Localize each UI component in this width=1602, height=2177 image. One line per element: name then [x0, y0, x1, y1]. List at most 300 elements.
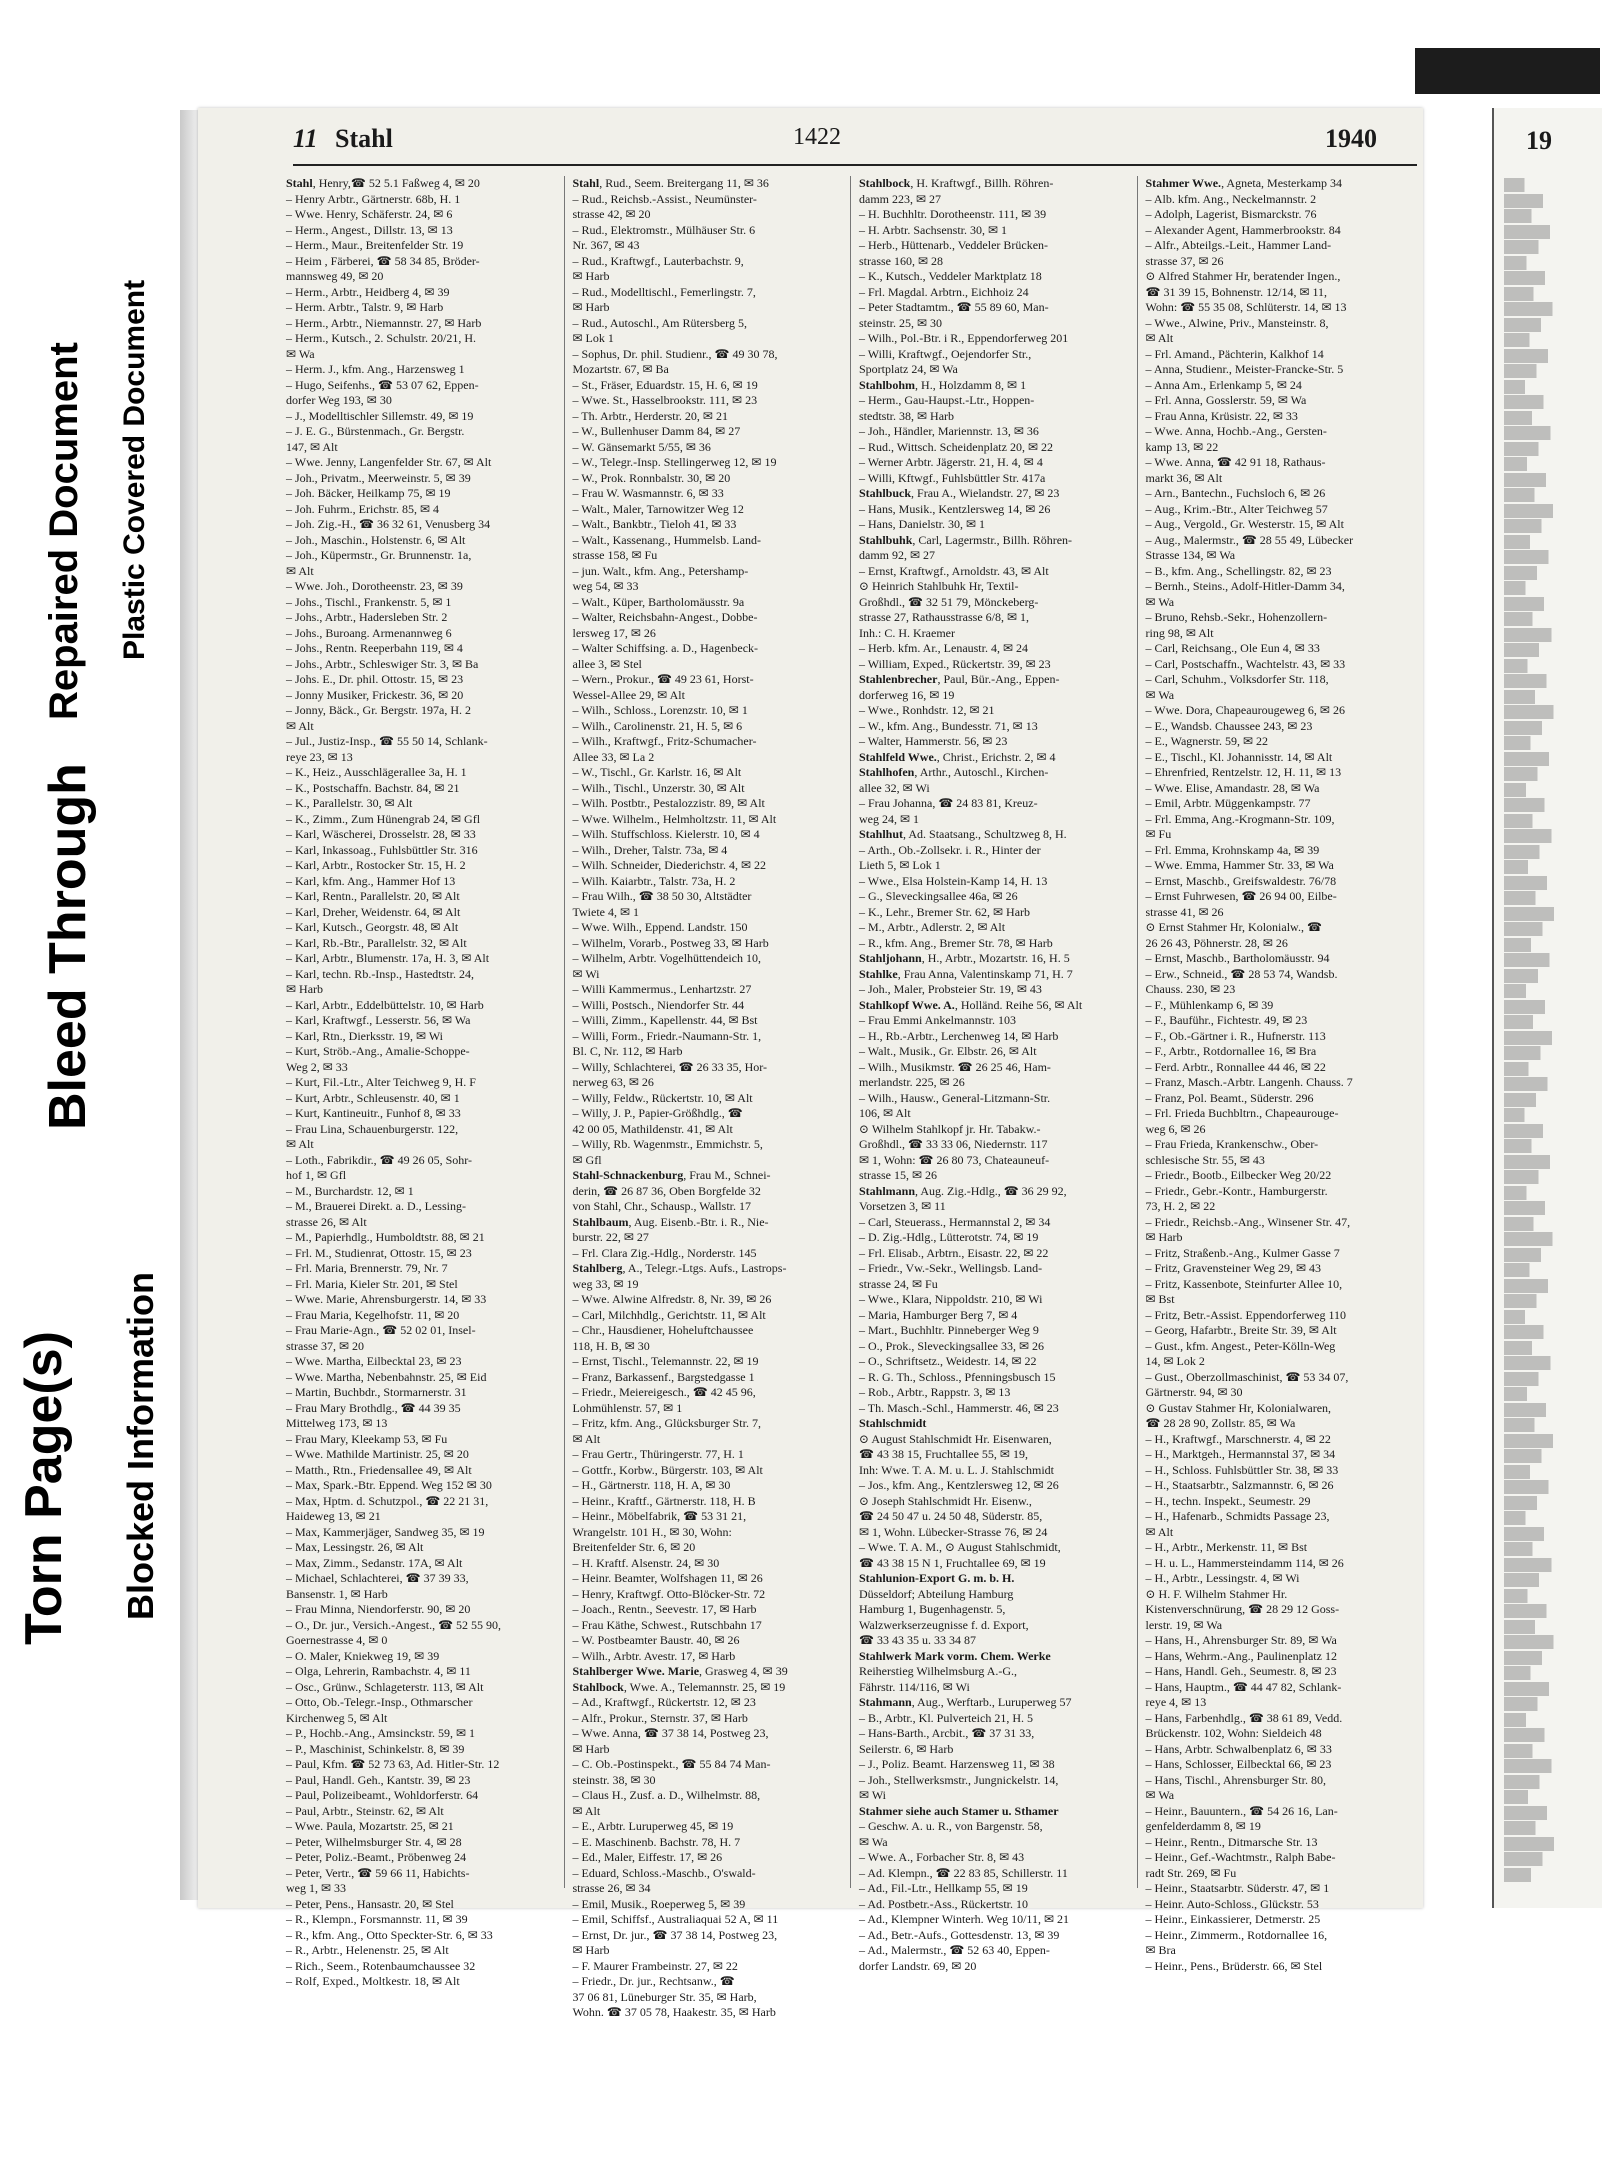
- directory-entry: ✉ Wa: [1145, 594, 1175, 609]
- directory-entry: steinstr. 25, ✉ 30: [859, 315, 943, 330]
- adjacent-text-line: [1504, 1651, 1573, 1665]
- directory-entry: strasse 24, ✉ Fu: [859, 1276, 938, 1291]
- directory-entry: strasse 26, ✉ 34: [572, 1881, 651, 1895]
- directory-entry: – Hans-Barth., Arcbit., ☎ 37 31 33,: [859, 1726, 1035, 1740]
- adjacent-text-line: [1504, 984, 1544, 998]
- label-plastic-covered: Plastic Covered Document: [118, 279, 151, 660]
- directory-entry: Stahlunion-Export G. m. b. H.: [859, 1571, 1015, 1585]
- adjacent-text-line: [1504, 1170, 1567, 1184]
- directory-entry: – Wwe. Paula, Mozartstr. 25, ✉ 21: [286, 1819, 454, 1833]
- directory-entry: Stahl, Henry,☎ 52 5.1 Faßweg 4, ✉ 20: [286, 176, 480, 190]
- directory-entry: – Carl, Steuerass., Hermannstal 2, ✉ 34: [859, 1214, 1051, 1229]
- adjacent-text-line: [1504, 1635, 1594, 1649]
- directory-entry: dorfer Weg 193, ✉ 30: [286, 393, 392, 407]
- adjacent-text-line: [1504, 333, 1550, 347]
- directory-entry: – R., Arbtr., Helenenstr. 25, ✉ Alt: [286, 1943, 449, 1957]
- directory-entry: – Wwe. Anna, ☎ 37 38 14, Postweg 23,: [572, 1726, 769, 1740]
- adjacent-text-line: [1504, 550, 1585, 564]
- adjacent-text-line: [1504, 1077, 1583, 1091]
- directory-entry: ⊙ Heinrich Stahlbuhk Hr, Textil-: [859, 579, 1019, 593]
- directory-entry: – O., Schriftsetz., Weidestr. 14, ✉ 22: [859, 1354, 1037, 1368]
- directory-entry: ⊙ Gustav Stahmer Hr, Kolonialwaren,: [1145, 1400, 1332, 1415]
- directory-entry: – Fritz, Betr.-Assist. Eppendorferweg 110: [1145, 1307, 1347, 1322]
- directory-entry: – Wilh., Tischl., Unzerstr. 30, ✉ Alt: [572, 780, 745, 795]
- directory-entry: Stahlkopf Wwe. A., Holländ. Reihe 56, ✉ Alt: [859, 997, 1083, 1012]
- directory-entry: – Ernst, Dr. jur., ☎ 37 38 14, Postweg 23,: [572, 1927, 778, 1942]
- directory-entry: Stahlbock, H. Kraftwgf., Billh. Röhren-: [859, 176, 1054, 190]
- adjacent-text-line: [1504, 798, 1578, 812]
- directory-entry: – K., Postschaffn. Bachstr. 84, ✉ 21: [286, 780, 460, 795]
- directory-entry: ☎ 24 50 47 u. 24 50 48, Süderstr. 85,: [859, 1509, 1043, 1523]
- directory-entry: – Ernst, Maschb., Bartholomäusstr. 94: [1145, 951, 1330, 965]
- directory-entry: – Arth., Ob.-Zollsekr. i. R., Hinter der: [859, 842, 1041, 857]
- directory-entry: – W., Tischl., Gr. Karlstr. 16, ✉ Alt: [572, 765, 742, 779]
- directory-entry: – Frl. Emma, Ang.-Krogmann-Str. 109,: [1145, 811, 1335, 826]
- directory-entry: – Willi, Kraftwgf., Oejendorfer Str.,: [859, 346, 1032, 361]
- directory-entry: mannsweg 49, ✉ 20: [286, 269, 384, 283]
- directory-entry: – Walt., Kassenang., Hummelsb. Land-: [572, 532, 761, 547]
- directory-entry: – Herb. kfm. Ar., Lenaustr. 4, ✉ 24: [859, 641, 1029, 655]
- directory-entry: – Anna Am., Erlenkamp 5, ✉ 24: [1145, 377, 1302, 392]
- directory-entry: strasse 41, ✉ 26: [1145, 904, 1224, 919]
- directory-entry: Stahlberger Wwe. Marie, Grasweg 4, ✉ 39: [572, 1664, 788, 1678]
- directory-entry: – Johs., Arbtr., Hadersleben Str. 2: [286, 610, 448, 624]
- directory-entry: – Hans, Danielstr. 30, ✉ 1: [859, 517, 986, 531]
- directory-entry: – B., Arbtr., Kl. Pulverteich 21, H. 5: [859, 1710, 1033, 1725]
- directory-entry: Stahljohann, H., Arbtr., Mozartstr. 16, H. 5: [859, 951, 1070, 965]
- directory-entry: – Jonny Musiker, Frickestr. 36, ✉ 20: [286, 687, 464, 702]
- directory-entry: weg 24, ✉ 1: [859, 811, 920, 826]
- directory-entry: – Frau Gertr., Thüringerstr. 77, H. 1: [572, 1447, 744, 1461]
- directory-entry: – Emil, Musik., Roeperweg 5, ✉ 39: [572, 1896, 746, 1911]
- directory-entry: – Henry, Kraftwgf. Otto-Blöcker-Str. 72: [572, 1586, 766, 1601]
- directory-entry: – Frau Käthe, Schwest., Rutschbahn 17: [572, 1617, 762, 1632]
- directory-entry: – Max, Kammerjäger, Sandweg 35, ✉ 19: [286, 1524, 485, 1539]
- adjacent-text-line: [1504, 1000, 1579, 1014]
- directory-entry: – Peter, Vertr., ☎ 59 66 11, Habichts-: [286, 1865, 470, 1880]
- directory-entry: – D. Zig.-Hdlg., Lütterotstr. 74, ✉ 19: [859, 1230, 1039, 1244]
- directory-entry: – Wwe. Wilh., Eppend. Landstr. 150: [572, 920, 748, 934]
- column-2: [564, 176, 851, 2019]
- directory-entry: – H. u. L., Hammersteindamm 114, ✉ 26: [1145, 1555, 1344, 1570]
- directory-entry: – Willy, Rb. Wagenmstr., Emmichstr. 5,: [572, 1137, 763, 1151]
- directory-entry: ⊙ Wilhelm Stahlkopf jr. Hr. Tabakw.-: [859, 1121, 1041, 1136]
- directory-entry: – Heinr. Beamter, Wolfshagen 11, ✉ 26: [572, 1571, 763, 1585]
- directory-entry: Stahlfeld Wwe., Christ., Erichstr. 2, ✉ 4: [859, 749, 1056, 764]
- directory-entry: strasse 158, ✉ Fu: [572, 548, 658, 562]
- directory-entry: – Frl. Maria, Brennerstr. 79, Nr. 7: [286, 1261, 448, 1275]
- directory-entry: – Wwe., Elsa Holstein-Kamp 14, H. 13: [859, 873, 1048, 888]
- adjacent-text-line: [1504, 194, 1575, 208]
- directory-entry: – Heinr., Zimmerm., Rotdornallee 16,: [1145, 1927, 1328, 1942]
- directory-entry: weg 54, ✉ 33: [572, 579, 639, 593]
- directory-entry: Mittelweg 173, ✉ 13: [286, 1416, 388, 1430]
- directory-entry: – Wilh. Kaiarbtr., Talstr. 73a, H. 2: [572, 873, 736, 888]
- directory-entry: 37 06 81, Lüneburger Str. 35, ✉ Harb,: [572, 1989, 757, 2004]
- directory-entry: – Kurt, Arbtr., Schleusenstr. 40, ✉ 1: [286, 1090, 460, 1105]
- adjacent-text-line: [1504, 736, 1552, 750]
- adjacent-text-line: [1504, 767, 1565, 781]
- directory-entry: – Willi, Postsch., Niendorfer Str. 44: [572, 997, 745, 1012]
- adjacent-text-line: [1504, 1046, 1570, 1060]
- adjacent-text-line: [1504, 1263, 1550, 1277]
- directory-entry: – Karl, Rb.-Btr., Parallelstr. 32, ✉ Alt: [286, 935, 467, 950]
- directory-entry: – Rud., Elektromstr., Mülhäuser Str. 6: [572, 222, 756, 237]
- directory-entry: – Joach., Rentn., Seevestr. 17, ✉ Harb: [572, 1602, 757, 1616]
- directory-entry: – Walter, Hammerstr. 56, ✉ 23: [859, 734, 1008, 748]
- directory-entry: – Wwe., Alwine, Priv., Mansteinstr. 8,: [1145, 315, 1329, 330]
- adjacent-text-line: [1504, 1744, 1556, 1758]
- adjacent-text-line: [1504, 287, 1558, 301]
- adjacent-text-line: [1504, 1527, 1577, 1541]
- directory-entry: – B., kfm. Ang., Schellingstr. 82, ✉ 23: [1145, 563, 1332, 578]
- adjacent-text-line: [1504, 1124, 1575, 1138]
- directory-entry: – Rud., Modelltischl., Femerlingstr. 7,: [572, 284, 756, 299]
- adjacent-text-line: [1504, 426, 1589, 440]
- directory-entry: – Heinr., Gef.-Wachtmstr., Ralph Babe-: [1145, 1850, 1336, 1864]
- directory-entry: – H., Staatsarbtr., Salzmannstr. 6, ✉ 26: [1145, 1478, 1334, 1492]
- directory-entry: – Herm. Arbtr., Talstr. 9, ✉ Harb: [286, 300, 444, 314]
- directory-entry: Brückenstr. 102, Wohn: Sieldeich 48: [1145, 1726, 1322, 1740]
- directory-entry: – E. Maschinenb. Bachstr. 78, H. 7: [572, 1834, 741, 1849]
- directory-entry: Stahlenbrecher, Paul, Bür.-Ang., Eppen-: [859, 672, 1060, 686]
- directory-entry: – Ferd. Arbtr., Ronnallee 44 46, ✉ 22: [1145, 1059, 1326, 1074]
- directory-entry: – Carl, Reichsang., Ole Eun 4, ✉ 33: [1145, 641, 1320, 655]
- directory-entry: – Joh., Maschin., Holstenstr. 6, ✉ Alt: [286, 532, 466, 547]
- directory-entry: Nr. 367, ✉ 43: [572, 238, 640, 252]
- directory-entry: – Wwe., Klara, Nippoldstr. 210, ✉ Wi: [859, 1292, 1043, 1306]
- directory-entry: kamp 13, ✉ 22: [1145, 439, 1219, 454]
- directory-entry: – Wern., Prokur., ☎ 49 23 61, Horst-: [572, 672, 754, 686]
- adjacent-text-line: [1504, 1713, 1544, 1727]
- directory-entry: – Wwe. Henry, Schäferstr. 24, ✉ 6: [286, 207, 453, 221]
- directory-entry: – Heinr., Möbelfabrik, ☎ 53 31 21,: [572, 1509, 747, 1523]
- directory-entry: – Joh., Händler, Mariennstr. 13, ✉ 36: [859, 424, 1039, 438]
- directory-entry: – Arn., Bantechn., Fuchsloch 6, ✉ 26: [1145, 486, 1326, 500]
- directory-entry: – Ehrenfried, Rentzelstr. 12, H. 11, ✉ 13: [1145, 765, 1342, 779]
- adjacent-text-line: [1504, 209, 1554, 223]
- directory-entry: – R., kfm. Ang., Otto Speckter-Str. 6, ✉ 33: [286, 1927, 493, 1942]
- directory-entry: ✉ Wi: [572, 966, 600, 981]
- directory-entry: Wrangelstr. 101 H., ✉ 30, Wohn:: [572, 1524, 732, 1539]
- directory-entry: ✉ 1, Wohn. Lübecker-Strasse 76, ✉ 24: [859, 1524, 1048, 1539]
- directory-entry: – J. E. G., Bürstenmach., Gr. Bergstr.: [286, 424, 465, 438]
- directory-entry: ✉ Wa: [1145, 1788, 1175, 1802]
- directory-entry: strasse 42, ✉ 20: [572, 207, 651, 221]
- directory-entry: – Carl, Schuhm., Volksdorfer Str. 118,: [1145, 672, 1329, 686]
- directory-entry: Wohn: ☎ 55 35 08, Schlüterstr. 14, ✉ 13: [1145, 300, 1347, 314]
- directory-entry: – Th. Arbtr., Herderstr. 20, ✉ 21: [572, 408, 728, 423]
- directory-entry: – Gust., Oberzollmaschinist, ☎ 53 34 07,: [1145, 1369, 1349, 1384]
- directory-entry: Kistenverschnürung, ☎ 28 29 12 Goss-: [1145, 1602, 1340, 1616]
- adjacent-text-line: [1504, 1806, 1582, 1820]
- directory-entry: damm 223, ✉ 27: [859, 191, 942, 206]
- directory-entry: radt Str. 269, ✉ Fu: [1145, 1865, 1237, 1880]
- directory-entry: – Carl, Postschaffn., Wachtelstr. 43, ✉ 33: [1145, 656, 1346, 671]
- directory-entry: – Karl, Arbtr., Blumenstr. 17a, H. 3, ✉ Alt: [286, 951, 490, 965]
- directory-entry: – Henry Arbtr., Gärtnerstr. 68b, H. 1: [286, 191, 461, 206]
- adjacent-text-line: [1504, 1868, 1553, 1882]
- directory-entry: reye 4, ✉ 13: [1145, 1695, 1207, 1709]
- directory-entry: Stahlschmidt: [859, 1416, 927, 1430]
- directory-entry: ✉ Alt: [1145, 1524, 1174, 1539]
- directory-entry: – Frl. Anna, Gosslerstr. 59, ✉ Wa: [1145, 393, 1307, 407]
- adjacent-text-line: [1504, 1542, 1556, 1556]
- directory-entry: Gärtnerstr. 94, ✉ 30: [1145, 1385, 1243, 1399]
- directory-entry: – Kurt, Kantineuitr., Funhof 8, ✉ 33: [286, 1106, 461, 1120]
- directory-entry: – Martin, Buchbdr., Stormarnerstr. 31: [286, 1385, 467, 1399]
- directory-entry: reye 23, ✉ 13: [286, 749, 353, 764]
- directory-entry: merlandstr. 225, ✉ 26: [859, 1075, 965, 1089]
- directory-page: [198, 108, 1423, 2019]
- directory-entry: – Ad. Postbetr.-Ass., Rückertstr. 10: [859, 1896, 1029, 1911]
- adjacent-text-line: [1504, 349, 1584, 363]
- page-number: 1422: [793, 124, 841, 150]
- directory-entry: – Claus H., Zusf. a. D., Wilhelmstr. 88,: [572, 1788, 761, 1802]
- adjacent-text-line: [1504, 597, 1577, 611]
- directory-entry: – Anna, Studienr., Meister-Francke-Str. 5: [1145, 362, 1344, 376]
- directory-entry: – Wwe. Mathilde Martinistr. 25, ✉ 20: [286, 1447, 469, 1461]
- directory-entry: strasse 37, ✉ 26: [1145, 253, 1224, 268]
- adjacent-text-line: [1504, 1558, 1590, 1572]
- adjacent-page-lines: [1504, 178, 1596, 1883]
- directory-entry: – Alfr., Prokur., Sternstr. 37, ✉ Harb: [572, 1710, 748, 1725]
- directory-entry: – Frau Minna, Niendorferstr. 90, ✉ 20: [286, 1602, 471, 1616]
- directory-entry: – Willi, Kftwgf., Fuhlsbüttler Str. 417a: [859, 470, 1046, 485]
- directory-entry: – Matth., Rtn., Friedensallee 49, ✉ Alt: [286, 1462, 472, 1477]
- adjacent-text-line: [1504, 225, 1588, 239]
- directory-entry: – Walter, Reichsbahn-Angest., Dobbe-: [572, 610, 758, 624]
- adjacent-text-line: [1504, 876, 1582, 890]
- directory-entry: Stahlberg, A., Telegr.-Ltgs. Aufs., Lastrops-: [572, 1261, 787, 1275]
- adjacent-text-line: [1504, 178, 1541, 192]
- adjacent-text-line: [1504, 907, 1595, 921]
- adjacent-text-line: [1504, 659, 1547, 673]
- directory-entry: – Karl, Rtn., Dierksstr. 19, ✉ Wi: [286, 1028, 444, 1043]
- listing-columns: [278, 176, 1423, 2019]
- adjacent-text-line: [1504, 271, 1579, 285]
- directory-entry: – H., Marktgeh., Hermannstal 37, ✉ 34: [1145, 1447, 1336, 1461]
- directory-entry: – Johs., Arbtr., Schleswiger Str. 3, ✉ Ba: [286, 656, 479, 671]
- directory-entry: – Wilh., Musikmstr. ☎ 26 25 46, Ham-: [859, 1059, 1051, 1074]
- directory-entry: – Wwe., Ronhdstr. 12, ✉ 21: [859, 703, 995, 717]
- directory-entry: Stahlbaum, Aug. Eisenb.-Btr. i. R., Nie-: [572, 1214, 769, 1229]
- directory-entry: – Wilh., Pol.-Btr. i R., Eppendorferweg 201: [859, 331, 1069, 345]
- directory-entry: – Frau W. Wasmannstr. 6, ✉ 33: [572, 486, 724, 500]
- directory-entry: – Wilh. Postbtr., Pestalozzistr. 89, ✉ Alt: [572, 796, 765, 810]
- label-blocked-information: Blocked Information: [120, 1271, 161, 1620]
- adjacent-text-line: [1504, 1232, 1592, 1246]
- column-4: [1137, 176, 1424, 1973]
- directory-entry: Kirchenweg 5, ✉ Alt: [286, 1710, 388, 1725]
- directory-entry: Mozartstr. 67, ✉ Ba: [572, 362, 669, 376]
- directory-entry: – F., Ob.-Gärtner i. R., Hufnerstr. 113: [1145, 1028, 1326, 1043]
- adjacent-text-line: [1504, 488, 1559, 502]
- adjacent-text-line: [1504, 1387, 1546, 1401]
- directory-entry: – R., kfm. Ang., Bremer Str. 78, ✉ Harb: [859, 935, 1053, 950]
- directory-entry: – William, Exped., Rückertstr. 39, ✉ 23: [859, 656, 1051, 671]
- directory-entry: derin, ☎ 26 87 36, Oben Borgfelde 32: [572, 1183, 761, 1198]
- adjacent-text-line: [1504, 1310, 1542, 1324]
- adjacent-text-line: [1504, 814, 1556, 828]
- directory-entry: – Ad., Fil.-Ltr., Hellkamp 55, ✉ 19: [859, 1881, 1028, 1895]
- directory-entry: – Ad., Kraftwgf., Rückertstr. 12, ✉ 23: [572, 1695, 756, 1709]
- adjacent-text-line: [1504, 1403, 1580, 1417]
- directory-entry: – Rich., Seem., Rotenbaumchaussee 32: [286, 1958, 476, 1973]
- page-header: [293, 124, 1417, 166]
- directory-entry: – Michael, Schlachterei, ☎ 37 39 33,: [286, 1571, 469, 1585]
- directory-entry: – Hans, Farbenhdlg., ☎ 38 61 89, Vedd.: [1145, 1710, 1343, 1725]
- adjacent-text-line: [1504, 473, 1580, 487]
- directory-entry: – Wilh., Carolinenstr. 21, H. 5, ✉ 6: [572, 718, 743, 733]
- adjacent-text-line: [1504, 1573, 1568, 1587]
- directory-entry: – Frl. Maria, Kieler Str. 201, ✉ Stel: [286, 1276, 458, 1291]
- directory-entry: – Walt., Bankbtr., Tieloh 41, ✉ 33: [572, 517, 737, 531]
- directory-entry: – Herb., Hüttenarb., Veddeler Brücken-: [859, 238, 1049, 252]
- adjacent-text-line: [1504, 1279, 1584, 1293]
- directory-entry: – Friedr., Gebr.-Kontr., Hamburgerstr.: [1145, 1183, 1328, 1198]
- adjacent-page-number: 19: [1526, 126, 1552, 155]
- directory-entry: – Herm., Arbtr., Niemannstr. 27, ✉ Harb: [286, 315, 482, 330]
- adjacent-text-line: [1504, 860, 1548, 874]
- adjacent-text-line: [1504, 953, 1587, 967]
- directory-entry: – Herm., Arbtr., Heidberg 4, ✉ 39: [286, 284, 450, 299]
- directory-entry: – F., Mühlenkamp 6, ✉ 39: [1145, 997, 1274, 1012]
- directory-entry: – Willy, J. P., Papier-Größhdlg., ☎: [572, 1106, 743, 1120]
- directory-entry: – Joh. Zig.-H., ☎ 36 32 61, Venusberg 34: [286, 517, 491, 531]
- directory-entry: – O., Dr. jur., Versich.-Angest., ☎ 52 55 90,: [286, 1617, 502, 1632]
- directory-entry: 42 00 05, Mathildenstr. 41, ✉ Alt: [572, 1121, 733, 1136]
- adjacent-text-line: [1504, 1666, 1552, 1680]
- directory-entry: strasse 37, ✉ 20: [286, 1338, 365, 1353]
- adjacent-text-line: [1504, 1697, 1565, 1711]
- directory-entry: – Karl, kfm. Ang., Hammer Hof 13: [286, 873, 456, 888]
- directory-entry: nerweg 63, ✉ 26: [572, 1075, 654, 1089]
- directory-entry: ✉ Alt: [572, 1431, 601, 1446]
- directory-entry: – Wilh. Stuffschloss. Kielerstr. 10, ✉ 4: [572, 827, 760, 841]
- directory-entry: ✉ Harb: [286, 982, 324, 996]
- adjacent-text-line: [1504, 1728, 1578, 1742]
- directory-entry: 14, ✉ Lok 2: [1145, 1354, 1205, 1368]
- directory-entry: – Wilhelm, Arbtr. Vogelhüttendeich 10,: [572, 951, 762, 965]
- directory-entry: – Ad. Klempn., ☎ 22 83 85, Schillerstr. 11: [859, 1865, 1068, 1880]
- directory-entry: – W. Gänsemarkt 5/55, ✉ 36: [572, 439, 711, 454]
- directory-entry: – Heim , Färberei, ☎ 58 34 85, Bröder-: [286, 253, 480, 268]
- directory-entry: dorferweg 16, ✉ 19: [859, 687, 955, 702]
- directory-entry: – Herm., Gau-Haupst.-Ltr., Hoppen-: [859, 393, 1035, 407]
- directory-entry: – K., Kutsch., Veddeler Marktplatz 18: [859, 269, 1042, 283]
- directory-entry: – Frau Marie-Agn., ☎ 52 02 01, Insel-: [286, 1323, 476, 1337]
- directory-entry: – Franz, Masch.-Arbtr. Langenh. Chauss. 7: [1145, 1075, 1353, 1089]
- directory-entry: – Friedr., Vw.-Sekr., Wellingsb. Land-: [859, 1261, 1043, 1275]
- directory-entry: – Peter, Wilhelmsburger Str. 4, ✉ 28: [286, 1834, 462, 1849]
- directory-entry: ✉ Gfl: [572, 1152, 602, 1167]
- directory-entry: – Peter, Pens., Hansastr. 20, ✉ Stel: [286, 1896, 454, 1911]
- directory-entry: – Hans, Musik., Kentzlersweg 14, ✉ 26: [859, 501, 1051, 516]
- directory-entry: Vorsetzen 3, ✉ 11: [859, 1199, 946, 1213]
- directory-entry: – Ad., Klempner Winterh. Weg 10/11, ✉ 21: [859, 1912, 1070, 1926]
- directory-entry: – Heinr. Auto-Schloss., Glückstr. 53: [1145, 1896, 1319, 1911]
- adjacent-text-line: [1504, 1294, 1563, 1308]
- adjacent-text-line: [1504, 1031, 1591, 1045]
- directory-entry: – P., Maschinist, Schinkelstr. 8, ✉ 39: [286, 1741, 465, 1756]
- directory-entry: – Wwe. T. A. M., ⊙ August Stahlschmidt,: [859, 1540, 1061, 1554]
- directory-entry: weg 33, ✉ 19: [572, 1276, 639, 1291]
- adjacent-text-line: [1504, 535, 1551, 549]
- directory-entry: – W., Bullenhuser Damm 84, ✉ 27: [572, 424, 741, 438]
- directory-entry: – Wilhelm, Vorarb., Postweg 33, ✉ Harb: [572, 935, 769, 950]
- directory-entry: – Frau Emmi Ankelmannstr. 103: [859, 1013, 1016, 1027]
- adjacent-text-line: [1504, 1790, 1548, 1804]
- directory-entry: – Karl, Arbtr., Rostocker Str. 15, H. 2: [286, 858, 466, 872]
- directory-entry: Bl. C, Nr. 112, ✉ Harb: [572, 1044, 683, 1058]
- directory-entry: – Heinr., Rentn., Ditmarsche Str. 13: [1145, 1834, 1318, 1849]
- directory-entry: – F. Maurer Frambeinstr. 27, ✉ 22: [572, 1958, 738, 1973]
- directory-entry: – W. Postbeamter Baustr. 40, ✉ 26: [572, 1633, 740, 1647]
- header-section-number: 11: [293, 124, 318, 153]
- directory-entry: – Karl, Rentn., Parallelstr. 20, ✉ Alt: [286, 889, 460, 903]
- adjacent-text-line: [1504, 721, 1573, 735]
- condition-labels: [0, 190, 170, 1645]
- directory-entry: – Hans, Hauptm., ☎ 44 47 82, Schlank-: [1145, 1679, 1342, 1694]
- directory-entry: ⊙ August Stahlschmidt Hr. Eisenwaren,: [859, 1431, 1052, 1446]
- directory-entry: – Olga, Lehrerin, Rambachstr. 4, ✉ 11: [286, 1664, 471, 1678]
- directory-entry: – Fritz, Straßenb.-Ang., Kulmer Gasse 7: [1145, 1245, 1340, 1260]
- directory-entry: – Willi, Form., Friedr.-Naumann-Str. 1,: [572, 1028, 762, 1043]
- adjacent-text-line: [1504, 1511, 1543, 1525]
- adjacent-text-line: [1504, 318, 1571, 332]
- directory-entry: – Frl. Emma, Krohnskamp 4a, ✉ 39: [1145, 842, 1320, 857]
- directory-entry: – Johs., Rentn. Reeperbahn 119, ✉ 4: [286, 641, 463, 655]
- directory-entry: – Walt., Musik., Gr. Elbstr. 26, ✉ Alt: [859, 1044, 1037, 1058]
- directory-entry: – Mart., Buchhltr. Pinneberger Weg 9: [859, 1323, 1039, 1337]
- directory-entry: – Walt., Küper, Bartholomäusstr. 9a: [572, 594, 745, 609]
- directory-entry: – Ad., Malermstr., ☎ 52 63 40, Eppen-: [859, 1943, 1050, 1957]
- directory-entry: – Emil, Arbtr. Müggenkampstr. 77: [1145, 796, 1311, 810]
- directory-entry: ☎ 33 43 35 u. 33 34 87: [859, 1633, 976, 1647]
- directory-entry: – Hans, H., Ahrensburger Str. 89, ✉ Wa: [1145, 1633, 1337, 1647]
- directory-entry: – Wwe. Anna, ☎ 42 91 18, Rathaus-: [1145, 455, 1326, 469]
- directory-entry: – Paul, Kfm. ☎ 52 73 63, Ad. Hitler-Str. 12: [286, 1757, 500, 1771]
- directory-entry: – Karl, Kraftwgf., Lesserstr. 56, ✉ Wa: [286, 1013, 471, 1027]
- directory-entry: – Georg, Hafarbtr., Breite Str. 39, ✉ Alt: [1145, 1323, 1337, 1337]
- directory-entry: Fährstr. 114/116, ✉ Wi: [859, 1679, 970, 1694]
- adjacent-text-line: [1504, 411, 1555, 425]
- directory-entry: – Johs., Tischl., Frankenstr. 5, ✉ 1: [286, 594, 452, 609]
- adjacent-text-line: [1504, 829, 1590, 843]
- directory-entry: – Geschw. A. u. R., von Bargenstr. 58,: [859, 1819, 1043, 1833]
- directory-entry: – Karl, techn. Rb.-Insp., Hastedtstr. 24,: [286, 966, 474, 981]
- directory-entry: Seilerstr. 6, ✉ Harb: [859, 1741, 954, 1756]
- directory-entry: – Willy, Schlachterei, ☎ 26 33 35, Hor-: [572, 1059, 768, 1074]
- directory-entry: – Jul., Justiz-Insp., ☎ 55 50 14, Schlank-: [286, 734, 488, 748]
- directory-entry: ✉ Harb: [572, 300, 610, 314]
- adjacent-text-line: [1504, 1465, 1551, 1479]
- directory-entry: – Max, Hptm. d. Schutzpol., ☎ 22 21 31,: [286, 1493, 489, 1508]
- directory-entry: – Frau Mary Brothdlg., ☎ 44 39 35: [286, 1400, 461, 1415]
- directory-entry: – R. G. Th., Schloss., Pfenningsbusch 15: [859, 1369, 1056, 1384]
- adjacent-text-line: [1504, 1852, 1574, 1866]
- directory-entry: ⊙ Alfred Stahmer Hr, beratender Ingen.,: [1145, 269, 1341, 283]
- adjacent-text-line: [1504, 1604, 1581, 1618]
- adjacent-text-line: [1504, 302, 1592, 316]
- adjacent-text-line: [1504, 1217, 1558, 1231]
- directory-entry: hof 1, ✉ Gfl: [286, 1168, 347, 1182]
- directory-entry: ☎ 43 38 15, Fruchtallee 55, ✉ 19,: [859, 1447, 1028, 1461]
- directory-entry: – Hugo, Seifenhs., ☎ 53 07 62, Eppen-: [286, 377, 479, 392]
- directory-entry: – Wwe. Martha, Nebenbahnstr. 25, ✉ Eid: [286, 1369, 487, 1384]
- directory-entry: Großhdl., ☎ 33 33 06, Niedernstr. 117: [859, 1137, 1048, 1151]
